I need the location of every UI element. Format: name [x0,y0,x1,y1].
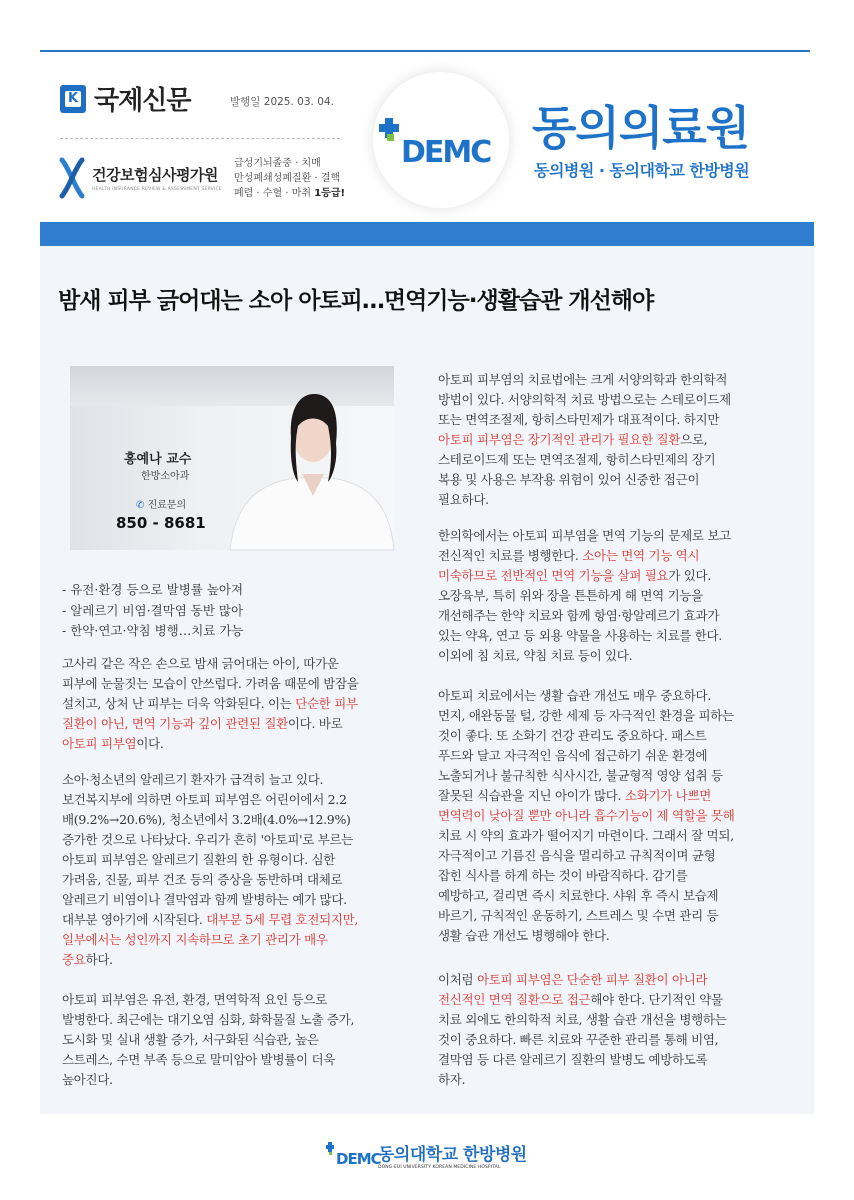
org-subtitle: 동의병원 · 동의대학교 한방병원 [534,161,750,180]
phone-icon: ✆ [136,500,148,511]
agency-x-icon [60,158,84,198]
agency-name: 건강보험심사평가원 [92,166,218,184]
publish-date: 발행일 2025. 03. 04. [230,96,334,108]
phone-number: 850 - 8681 [116,514,206,532]
svg-text:DEMC: DEMC [336,1150,381,1168]
newspaper-badge: K [60,85,86,113]
footer-sub: DONG-EUI UNIVERSITY KOREAN MEDICINE HOSPITAL [378,1165,501,1170]
left-paragraph-3: 아토피 피부염은 유전, 환경, 면역학적 요인 등으로 발병한다. 최근에는 대기오염 심화, 화학물질 노출 증가, 도시화 및 실내 생활 증가, 서구화된 식습관, 높은 스트레스, 수면 부족 등으로 말미암아 발병률이 더욱 높아진다. [62,992,355,1087]
right-paragraph-4: 이처럼 아토피 피부염은 단순한 피부 질환이 아니라 전신적인 면역 질환으로 접근해야 한다. 단기적인 약물 치료 외에도 한의학적 치료, 생활 습관 개선을 병행하는 것이 중요하다. 빠른 치료와 꾸준한 관리를 통해 비염, 결막염 등 다른 알레르기 질환의 발병도 예방하도록 하자. [438,972,727,1087]
newspaper-name: 국제신문 [94,86,191,116]
doctor-dept: 한방소아과 [141,471,190,482]
inquiry-label: ✆ 진료문의 [136,500,187,511]
bullet-item: - 알레르기 비염·결막염 동반 많아 [62,602,244,618]
org-title: 동의의료원 [532,101,750,155]
summary-bullets [62,580,244,642]
agency-sub: HEALTH INSURANCE REVIEW & ASSESSMENT SERVICE [92,187,222,192]
blue-band [40,222,814,246]
bullet-item: - 유전·환경 등으로 발병률 높아져 [62,582,244,597]
left-paragraph-1: 고사리 같은 작은 손으로 밤새 긁어대는 아이, 따가운 피부에 눈물짓는 모습이 안쓰럽다. 가려움 때문에 밤잠을 설치고, 상처 난 피부는 더욱 악화된다. 이는 단순한 피부 질환이 아닌, 면역 기능과 깊이 관련된 질환이다. 바로 아토피 피부염이다. [62,656,359,751]
right-paragraph-2: 한의학에서는 아토피 피부염을 면역 기능의 문제로 보고 전신적인 치료를 병행한다. 소아는 면역 기능 역시 미숙하므로 전반적인 면역 기능을 살펴 필요가 있다. 오장육부, 특히 위와 장을 튼튼하게 해 면역 기능을 개선해주는 한약 치료와 함께 항염·항알레르기 효과가 있는 약욕, 연고 등 외용 약물을 사용하는 치료를 한다. 이외에 침 치료, 약침 치료 등이 있다. [438,528,731,663]
grade-info: 급성기뇌졸중 · 치매 만성폐쇄성폐질환 · 결핵 폐렴 · 수혈 · 마취 1등급! [234,158,346,199]
right-paragraph-1: 아토피 피부염의 치료법에는 크게 서양의학과 한의학적 방법이 있다. 서양의학적 치료 방법으로는 스테로이드제 또는 면역조절제, 항히스타민제가 대표적이다. 하지만 아토피 피부염은 장기적인 관리가 필요한 질환으로, 스테로이드제 또는 면역조절제, 항히스타민제의 장기 복용 및 사용은 부작용 위험이 있어 신중한 접근이 필요하다. [438,372,731,507]
agency-logo [60,158,222,198]
top-rule [40,50,810,52]
bullet-item: - 한약·연고·약침 병행…치료 가능 [62,623,244,638]
newspaper-logo [60,80,190,117]
dotted-divider [60,138,340,139]
right-paragraph-3: 아토피 치료에서는 생활 습관 개선도 매우 중요하다. 먼지, 애완동물 털, 강한 세제 등 자극적인 환경을 피하는 것이 좋다. 또 소화기 건강 관리도 중요하다. 패스트 푸드와 달고 자극적인 음식에 접근하기 쉬운 환경에 노출되거나 불규칙한 식사시간, 불균형적 영양 섭취 등 잘못된 식습관을 지닌 아이가 많다. 소화기가 나쁘면 면역력이 낮아질 뿐만 아니라 흡수기능이 제 역할을 못해 치료 시 약의 효과가 떨어지기 마련이다. 그래서 잘 먹되, 자극적이고 기름진 음식을 멀리하고 규칙적이며 균형 잡힌 식사를 하게 하는 것이 바람직하다. 감기를 예방하고, 걸리면 즉시 치료한다. 샤워 후 즉시 보습제 바르기, 규칙적인 운동하기, 스트레스 및 수면 관리 등 생활 습관 개선도 병행해야 한다. [438,688,735,943]
doctor-name: 홍예나 교수 [124,452,192,467]
svg-text:DEMC: DEMC [401,135,491,170]
footer-name: 동의대학교 한방병원 [378,1145,527,1165]
footer-demc-icon [326,1140,381,1170]
footer-logo [326,1140,527,1170]
headline: 밤새 피부 긁어대는 소아 아토피…면역기능·생활습관 개선해야 [58,288,654,314]
left-paragraph-2: 소아·청소년의 알레르기 환자가 급격히 늘고 있다. 보건복지부에 의하면 아토피 피부염은 어린이에서 2.2 배(9.2%→20.6%), 청소년에서 3.2배(4.0%→12.9%) 증가한 것으로 나타났다. 우리가 흔히 '아토피'로 부르는 아토피 피부염은 알레르기 질환의 한 유형이다. 심한 가려움, 진물, 피부 건조 등의 증상을 동반하며 대체로 알레르기 비염이나 결막염과 함께 발병하는 예가 많다. 대부분 영아기에 시작된다. 대부분 5세 무렵 호전되지만, 일부에서는 성인까지 지속하므로 초기 관리가 매우 중요하다. [62,772,359,967]
demc-logo [383,112,493,172]
